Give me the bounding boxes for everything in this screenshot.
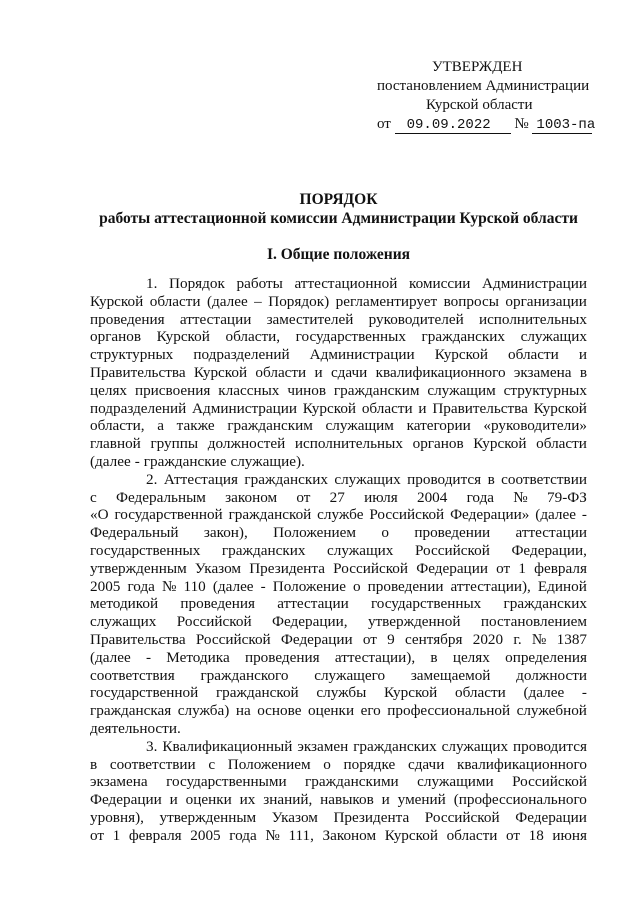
body-line: уровня), утвержденным Указом Президента Российской Федерации	[90, 808, 587, 826]
body-line: утвержденным Указом Президента Российской Федерации от 1 февраля	[90, 559, 587, 577]
body-line: государственных гражданских служащих Российской Федерации,	[90, 541, 587, 559]
body-line: 3. Квалификационный экзамен гражданских служащих проводится	[146, 737, 587, 755]
body-line: целях присвоения классных чинов гражданским служащим структурных	[90, 381, 587, 399]
number-prefix: №	[514, 116, 529, 132]
body-line: главной группы должностей исполнительных органов Курской области	[90, 435, 587, 453]
body-line: Федеральный закон), Положением о проведении аттестации	[90, 524, 587, 542]
body-line: государственной гражданской службы Курской области (далее -	[90, 684, 587, 702]
body-line: Правительства Российской Федерации от 9 сентября 2020 г. № 1387	[90, 630, 587, 648]
approval-title: УТВЕРЖДЕН	[432, 59, 523, 75]
approval-block	[360, 58, 600, 134]
approval-line-resolution: постановлением Администрации	[377, 78, 590, 94]
body-line: «О государственной гражданской службе Российской Федерации» (далее -	[90, 506, 587, 524]
body-line: (далее - Методика проведения аттестации), в целях определения	[90, 648, 587, 666]
body-line: от 1 февраля 2005 года № 111, Законом Курской области от 18 июня	[90, 826, 587, 844]
body-line: Правительства Курской области и сдачи квалификационного экзамена в	[90, 363, 587, 381]
approval-line-region: Курской области	[426, 97, 533, 113]
body-line: области, а также гражданским служащим категории «руководители»	[90, 417, 587, 435]
body-line: с Федеральным законом от 27 июля 2004 года № 79-ФЗ	[90, 488, 587, 506]
date-prefix: от	[377, 116, 391, 132]
body-line: Курской области (далее – Порядок) регламентирует вопросы организации	[90, 292, 587, 310]
body-line: гражданская служба) на основе оценки его профессиональной служебной	[90, 702, 587, 720]
body-line: в соответствии с Положением о порядке сдачи квалификационного	[90, 755, 587, 773]
approval-date-number-line	[360, 115, 600, 134]
document-title: ПОРЯДОК	[299, 191, 378, 208]
body-line: подразделений Администрации Курской области и Правительства Курской	[90, 399, 587, 417]
body-line: методикой проведения аттестации государственных гражданских	[90, 595, 587, 613]
body-line: органов Курской области, государственных гражданских служащих	[90, 328, 587, 346]
body-line: служащих Российской Федерации, утвержденной постановлением	[90, 613, 587, 631]
document-subtitle: работы аттестационной комиссии Администрации Курской области	[99, 210, 578, 227]
body-line: 2. Аттестация гражданских служащих проводится в соответствии	[146, 470, 587, 488]
body-line: проведения аттестации заместителей руководителей исполнительных	[90, 310, 587, 328]
body-line: деятельности.	[90, 719, 181, 737]
body-line: 2005 года № 110 (далее - Положение о проведении аттестации), Единой	[90, 577, 587, 595]
section-heading: I. Общие положения	[266, 246, 411, 263]
body-line: Федерации и оценки их знаний, навыков и умений (профессионального	[90, 791, 587, 809]
document-body	[90, 275, 587, 845]
approval-number: 1003-па	[532, 118, 592, 134]
approval-date: 09.09.2022	[395, 118, 511, 134]
body-line: структурных подразделений Администрации Курской области и	[90, 346, 587, 364]
body-line: экзамена государственными гражданскими служащими Российской	[90, 773, 587, 791]
body-line: 1. Порядок работы аттестационной комиссии Администрации	[146, 275, 587, 292]
body-line: соответствия гражданского служащего замещаемой должности	[90, 666, 587, 684]
body-line: (далее - гражданские служащие).	[90, 452, 305, 470]
